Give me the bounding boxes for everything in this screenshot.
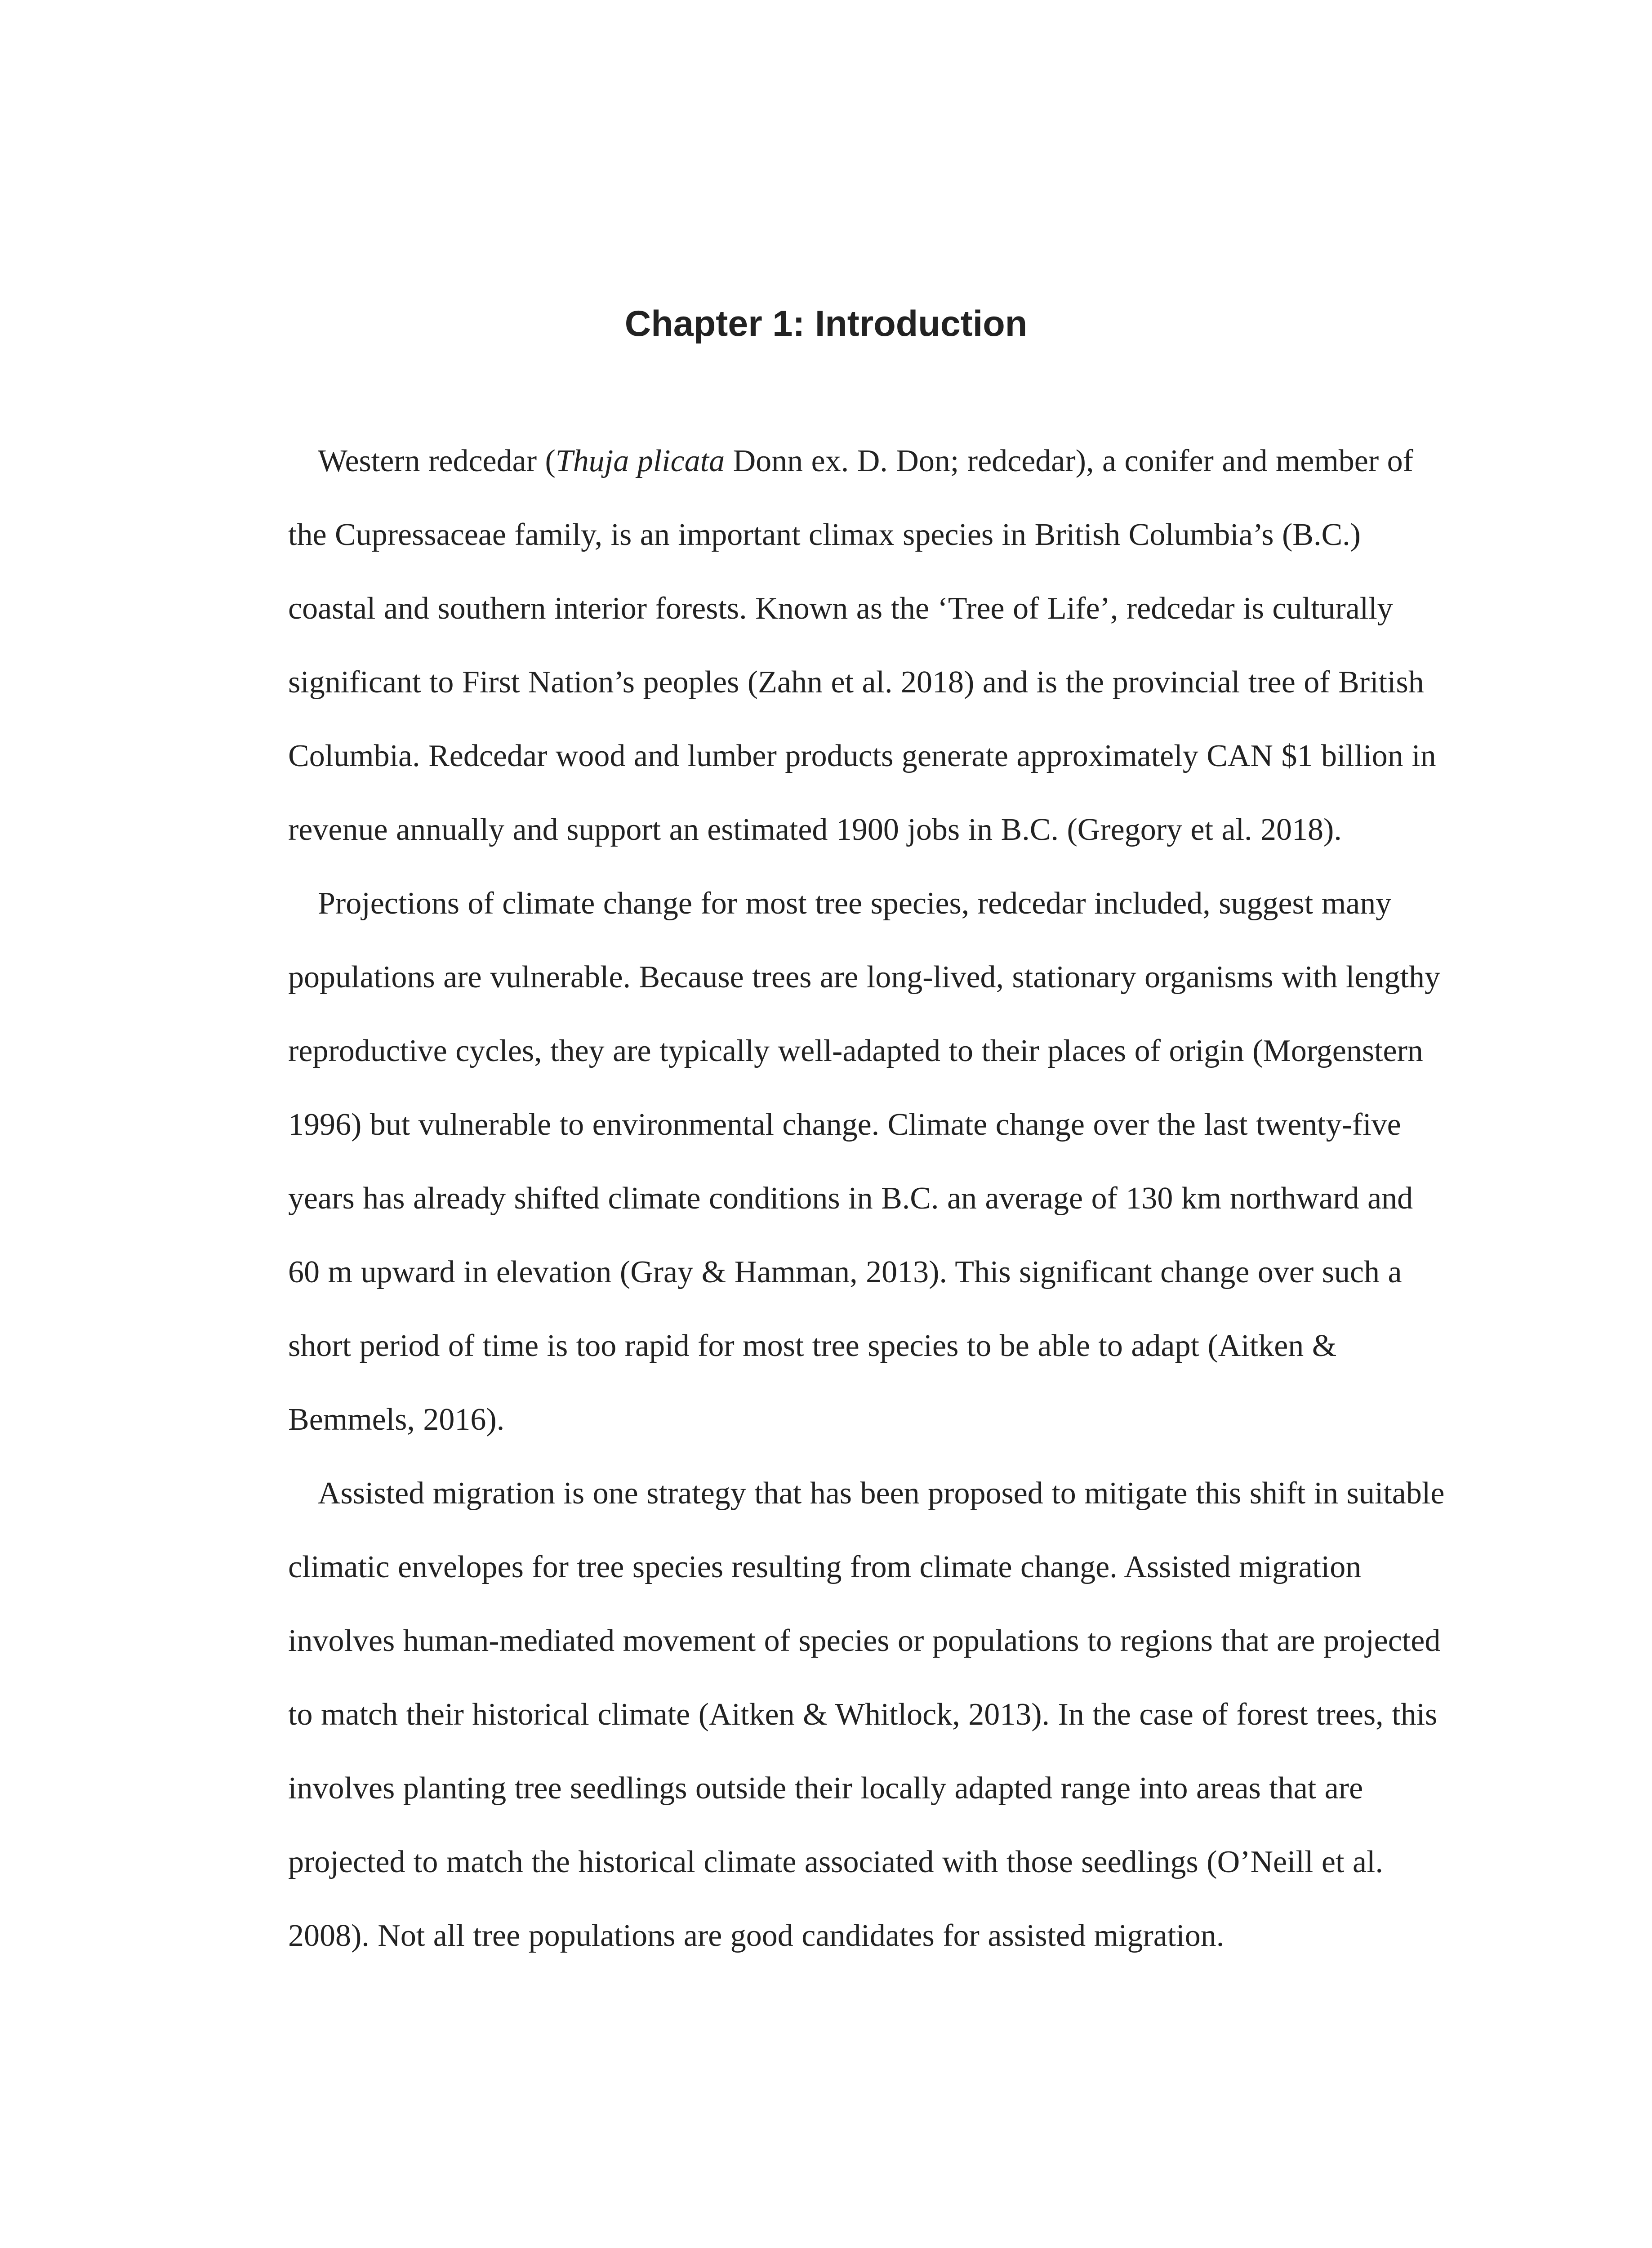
paragraph-intro-rest: Donn ex. D. Don; redcedar), a conifer and member of the Cupressaceae family, is an important climax species in British Columbia’s (B.C.) coastal and southern interior forests. Known as the ‘Tree of Life’, redcedar is culturally significant to First Nation’s peoples (Zahn et al. 2018) and is the provincial tree of British Columbia. Redcedar wood and lumber products generate approximately CAN $1 billion in revenue annually and support an estimated 1900 jobs in B.C. (Gregory et al. 2018). bbox=[288, 444, 1436, 847]
chapter-title: Chapter 1: Introduction bbox=[624, 303, 1028, 344]
paragraph-climate-projections: Projections of climate change for most tree species, redcedar included, suggest many populations are vulnerable. Because trees are long-lived, stationary organisms with lengthy reproductive cycles, they are typically well-adapted to their places of origin (Morgenstern 1996) but vulnerable to environmental change. Climate change over the last twenty-five years has already shifted climate conditions in B.C. an average of 130 km northward and 60 m upward in elevation (Gray & Hamman, 2013). This significant change over such a short period of time is too rapid for most tree species to be able to adapt (Aitken & Bemmels, 2016). bbox=[288, 886, 1440, 1437]
paragraph-intro bbox=[288, 424, 1448, 867]
paragraph-intro-lead: Western redcedar ( bbox=[318, 444, 556, 478]
paragraph-assisted-migration: Assisted migration is one strategy that has been proposed to mitigate this shift in suitable climatic envelopes for tree species resulting from climate change. Assisted migration involves human-mediated movement of species or populations to regions that are projected to match their historical climate (Aitken & Whitlock, 2013). In the case of forest trees, this involves planting tree seedlings outside their locally adapted range into areas that are projected to match the historical climate associated with those seedlings (O’Neill et al. 2008). Not all tree populations are good candidates for assisted migration. bbox=[288, 1476, 1445, 1953]
species-name-italic: Thuja plicata bbox=[555, 444, 725, 478]
body-text bbox=[288, 424, 1448, 1973]
